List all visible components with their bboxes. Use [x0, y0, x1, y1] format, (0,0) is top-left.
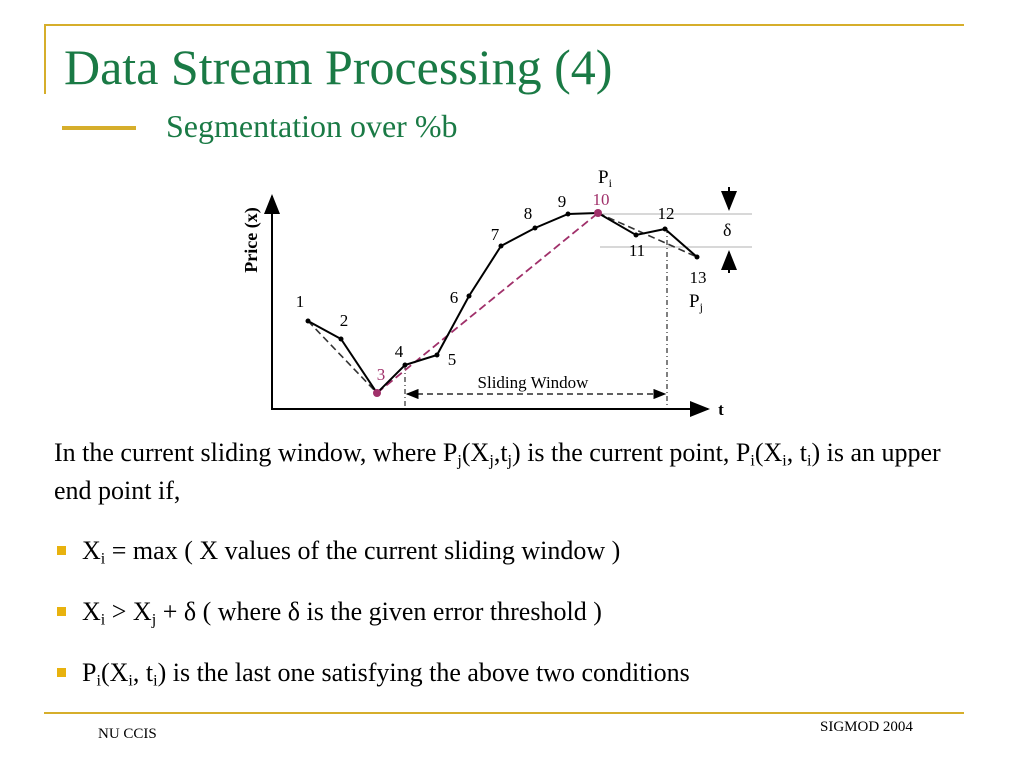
condition-text-last: $P_i(X_i$, $t_i$) is the last one satisfying the above two conditions — [82, 658, 690, 690]
bullet-square-icon — [57, 607, 66, 616]
point-12 — [663, 227, 668, 232]
description-text: In the current sliding window, where $P_j(X_j,t_j)$ is the current point, $P_i(X_i$, $t_i$) is an upper end point if, — [54, 438, 941, 505]
point-13 — [695, 255, 700, 260]
point-label-2: 2 — [339, 311, 349, 330]
point-label-9: 9 — [557, 192, 567, 211]
point-6 — [467, 294, 472, 299]
condition-text-max: $X_i = \max$ ( X values of the current sliding window ) — [82, 536, 621, 568]
point-10 — [594, 209, 602, 217]
point-11 — [634, 233, 639, 238]
point-label-12: 12 — [657, 204, 675, 223]
point-2 — [339, 337, 344, 342]
pi-label: $P_i$ — [598, 167, 612, 190]
point-label-10: 10 — [592, 190, 610, 209]
condition-text-threshold: $X_i > X_j + \delta$ ( where δ is the given error threshold ) — [82, 597, 602, 629]
point-9 — [566, 212, 571, 217]
footer-conference: SIGMOD 2004 — [820, 719, 913, 735]
point-label-13: 13 — [689, 268, 707, 287]
point-8 — [533, 226, 538, 231]
condition-item-max — [54, 536, 690, 566]
segment-approx-right — [598, 213, 697, 257]
point-7 — [499, 244, 504, 249]
price-points — [306, 209, 700, 397]
point-label-4: 4 — [394, 342, 404, 361]
footer-organization: NU CCIS — [98, 726, 157, 742]
footer-rule — [44, 712, 964, 714]
point-label-7: 7 — [490, 225, 500, 244]
condition-item-last — [54, 658, 690, 688]
condition-item-threshold — [54, 597, 690, 627]
x-axis-label: t — [718, 400, 724, 419]
y-axis-label: Price (x) — [241, 207, 261, 273]
point-1 — [306, 319, 311, 324]
sliding-window-label: Sliding Window — [477, 373, 589, 392]
point-3 — [373, 389, 381, 397]
segment-approx-left — [308, 321, 377, 393]
slide-subtitle: Segmentation over %b — [166, 108, 458, 144]
point-label-3: 3 — [376, 365, 386, 384]
point-label-5: 5 — [447, 350, 457, 369]
description-paragraph — [54, 434, 974, 510]
delta-label: δ — [723, 220, 732, 240]
price-series-line — [308, 213, 697, 393]
bullet-square-icon — [57, 546, 66, 555]
point-label-11: 11 — [628, 241, 646, 260]
segment-upper-end — [377, 213, 598, 393]
slide-title: Data Stream Processing (4) — [64, 39, 613, 95]
point-4 — [403, 363, 408, 368]
point-label-8: 8 — [523, 204, 533, 223]
bullet-square-icon — [57, 668, 66, 677]
point-5 — [435, 353, 440, 358]
point-label-1: 1 — [295, 292, 305, 311]
point-label-6: 6 — [449, 288, 459, 307]
pj-label: $P_j$ — [689, 291, 703, 314]
condition-list — [54, 536, 690, 719]
